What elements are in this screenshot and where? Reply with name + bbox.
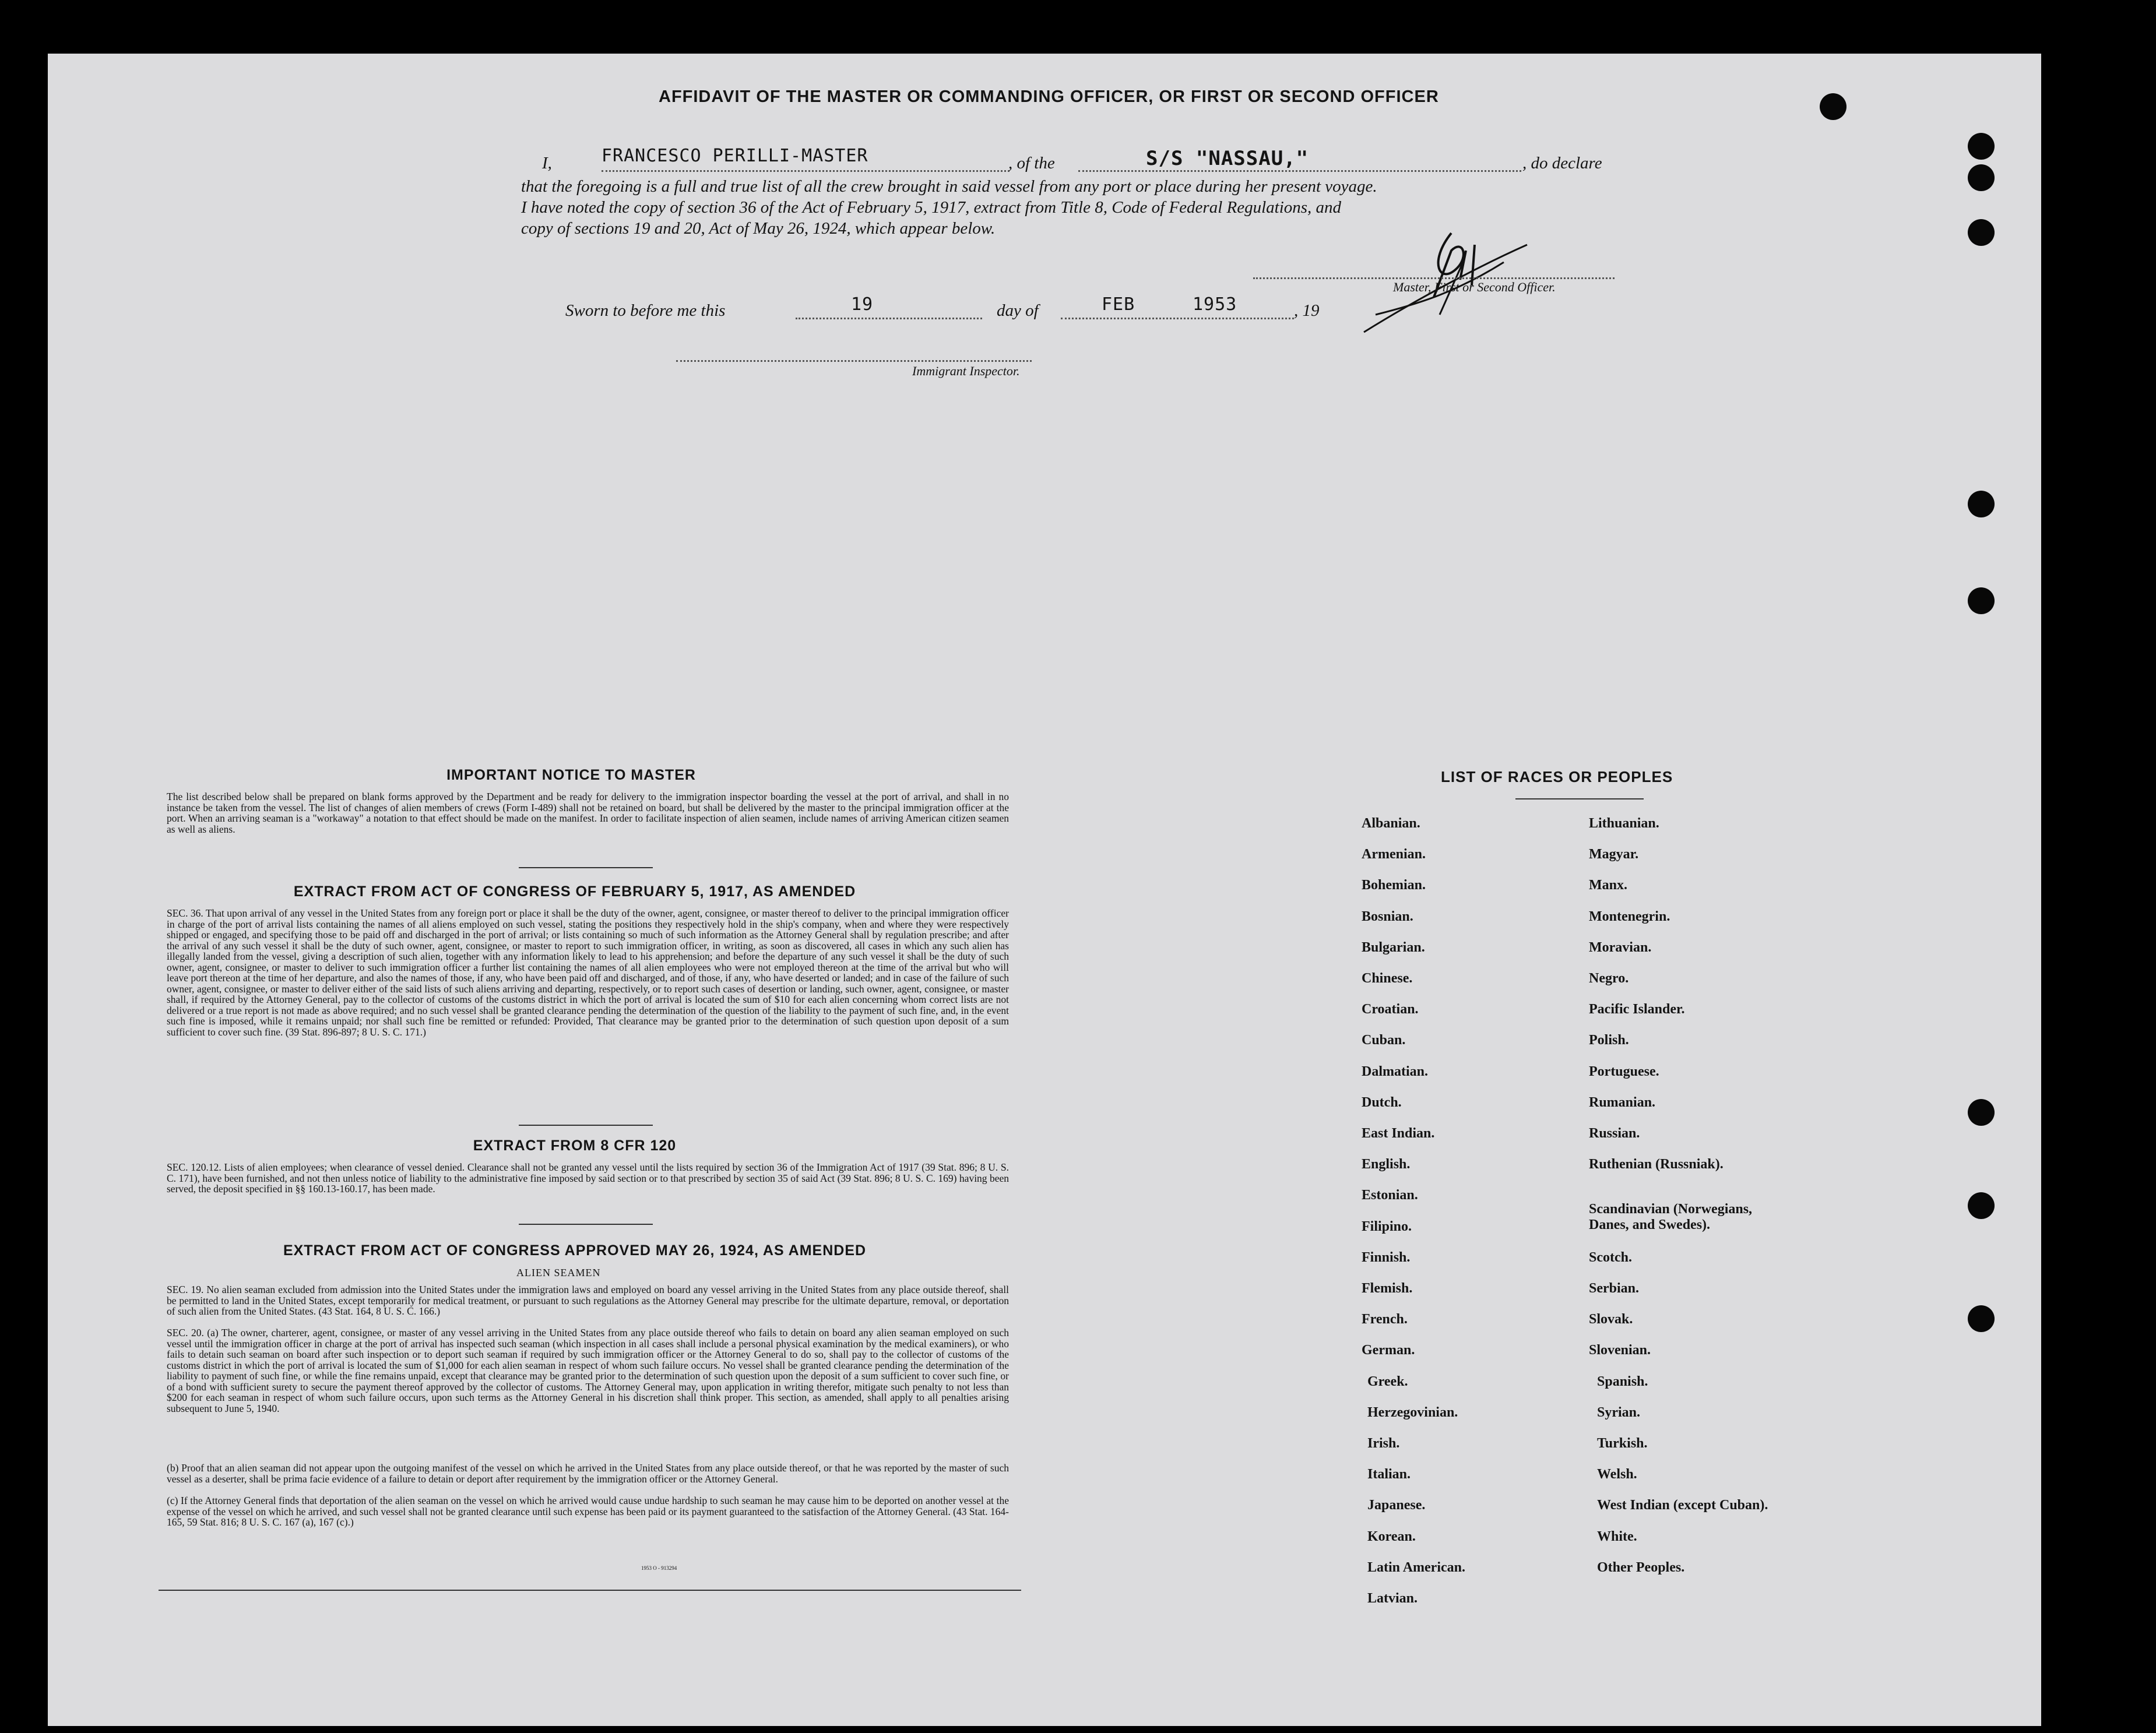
race-item: Portuguese. [1589,1063,1659,1079]
race-item: Bohemian. [1362,878,1426,893]
race-item: Turkish. [1597,1436,1648,1451]
race-item: Flemish. [1362,1281,1413,1296]
extract-1917-title: EXTRACT FROM ACT OF CONGRESS OF FEBRUARY 5, 1917, AS AMENDED [293,883,856,900]
punch-hole [1968,164,1995,191]
race-item: Manx. [1589,878,1627,893]
race-item: Bulgarian. [1362,939,1425,955]
race-item: Dutch. [1362,1094,1402,1110]
print-code: 1953 O - 913294 [641,1565,677,1571]
sworn-day: 19 [851,294,874,315]
race-item: Russian. [1589,1126,1640,1141]
notice-title: IMPORTANT NOTICE TO MASTER [446,767,696,783]
race-item: Welsh. [1597,1467,1637,1482]
race-item: French. [1362,1312,1408,1327]
race-item: West Indian (except Cuban). [1597,1498,1768,1513]
declaration-line-3: I have noted the copy of section 36 of the Act of February 5, 1917, extract from Title 8, Code of Federal Regulations, and [521,198,1342,217]
race-item: Spanish. [1597,1373,1648,1389]
race-item: Armenian. [1362,847,1426,862]
extract-1924-sec20c: (c) If the Attorney General finds that deportation of the alien seaman on the vessel on which he arrived would cause undue hardship to such seaman he may cause him to be deported on another vessel at the expense of the vessel on which he arrived, and such vessel shall not be granted clearance until such expense has been paid or its payment guaranteed to the satisfaction of the Attorney General. (43 Stat. 164-165, 59 Stat. 816; 8 U. S. C. 167 (a), 167 (c).) [167,1495,1009,1528]
race-item: Magyar. [1589,847,1639,862]
race-item: Chinese. [1362,971,1413,986]
race-item: Irish. [1367,1436,1400,1451]
race-item: German. [1362,1343,1415,1358]
race-item: Latin American. [1367,1559,1465,1575]
punch-hole [1968,1099,1995,1126]
signature-caption: Master, First or Second Officer. [1393,280,1556,294]
race-item: Italian. [1367,1467,1411,1482]
race-item: Pacific Islander. [1589,1002,1685,1017]
extract-1924-sec20a: SEC. 20. (a) The owner, charterer, agent, consignee, or master of any vessel arriving in the United States from any place outside thereof who fails to detain on board any alien seaman employed on such vessel until the immigration officer in charge at the port of arrival has inspected such seaman (which inspection in all cases shall include a personal physical examination by the medical examiners), or who fails to detain such seaman on board after such inspection or to deport such seaman if required by such immigration officer or the Attorney General to do so, shall pay to the collector of customs of the customs district in which the port of arrival is located the sum of $1,000 for each alien seaman in respect of whom such failure occurs. No vessel shall be granted clearance pending the determination of the liability to payment of such fine, or while the fine remains unpaid, except that clearance may be granted prior to the determination of such question upon the deposit of a sum sufficient to cover such fine, or of a bond with sufficient surety to secure the payment thereof approved by the collector of customs. The Attorney General may, upon application in writing therefor, mitigate such penalty to not less than $200 for each seaman in respect of whom such failure occurs, upon such terms as the Attorney General in his discretion shall think proper. This section, as amended, shall apply to all penalties arising subsequent to June 5, 1940. [167,1327,1009,1414]
race-item: Lithuanian. [1589,816,1659,831]
race-item: Cuban. [1362,1033,1406,1048]
race-item: Korean. [1367,1528,1416,1544]
do-declare-label: , do declare [1522,154,1602,172]
race-item: Albanian. [1362,816,1420,831]
punch-hole [1968,491,1995,517]
extract-cfr-title: EXTRACT FROM 8 CFR 120 [473,1137,677,1154]
race-item: Moravian. [1589,939,1652,955]
declarant-name: FRANCESCO PERILLI-MASTER [602,146,868,166]
punch-hole [1968,133,1995,160]
race-item: Slovenian. [1589,1343,1651,1358]
race-item: Croatian. [1362,1002,1419,1017]
race-item: East Indian. [1362,1126,1435,1141]
extract-1924-sec19: SEC. 19. No alien seaman excluded from admission into the United States under the immigration laws and employed on board any vessel arriving in the United States from any place outside thereof, shall be permitted to land in the United States, except temporarily for medical treatment, or pursuant to such regulations as the Attorney General may prescribe for the ultimate departure, removal, or deportation of such alien from the United States. (43 Stat. 164, 8 U. S. C. 166.) [167,1284,1009,1317]
race-item: Scandinavian (Norwegians, [1589,1202,1753,1217]
sworn-month: FEB [1102,294,1135,315]
extract-1917-body: SEC. 36. That upon arrival of any vessel in the United States from any foreign port or place it shall be the duty of the owner, agent, consignee, or master thereof to deliver to the principal immigration officer in charge of the port of arrival lists containing the names of all aliens employed on such vessel, stating the positions they respectively hold in the ship's company, when and where they were respectively shipped or engaged, and specifying those to be paid off and discharged in the port of arrival; or lists containing so much of such information as the Attorney General shall by regulation prescribe; and after the arrival of any such vessel it shall be the duty of such owner, agent, consignee, or master to report to such immigration officer, in writing, as soon as discovered, all cases in which any such alien has illegally landed from the vessel, giving a description of such alien, together with any information likely to lead to his apprehension; and before the departure of any such vessel it shall be the duty of such owner, agent, consignee, or master to deliver to such immigration officer a further list containing the names of all alien employees who were not employed thereon at the time of the arrival but who will leave port thereon at the time of her departure, and also the names of those, if any, who have been paid off and discharged, and of those, if any, who have deserted or landed; and in case of the failure of such owner, agent, consignee, or master to deliver either of the said lists of such aliens arriving and departing, respectively, or to report such cases of desertion or landing, such owner, agent, consignee, or master shall, if required by the Attorney General, pay to the collector of customs of the customs district in which the port of arrival is located the sum of $10 for each alien concerning whom correct lists are not delivered or a true report is not made as above required; and no such vessel shall be granted clearance pending the determination of the question of the liability to the payment of such fine, and, in the event such fine is imposed, while it remains unpaid; nor shall such fine be remitted or refunded: Provided, That clearance may be granted prior to the determination of such question upon deposit of a sum sufficient to cover such fine. (39 Stat. 896-897; 8 U. S. C. 171.) [167,907,1009,1038]
sworn-label: Sworn to before me this [565,301,726,320]
punch-hole [1968,1192,1995,1219]
race-item: Danes, and Swedes). [1589,1217,1711,1232]
punch-hole [1968,1305,1995,1332]
race-item: Ruthenian (Russniak). [1589,1157,1724,1172]
notice-body: The list described below shall be prepared on blank forms approved by the Department and be ready for delivery to the immigration inspector boarding the vessel at the port of arrival, and shall in no instance be taken from the vessel. The list of changes of alien members of crews (Form I-489) shall not be retained on board, but shall be delivered by the master to the principal immigration officer at the port. When an arriving seaman is a "workaway" a notation to that effect should be made on the manifest. In order to facilitate inspection of alien seamen, include names of arriving American citizen seamen as well as aliens. [167,791,1009,835]
punch-hole [1968,219,1995,246]
punch-hole [1820,93,1847,120]
affidavit-title: AFFIDAVIT OF THE MASTER OR COMMANDING OFFICER, OR FIRST OR SECOND OFFICER [659,87,1439,106]
of-the-label: , of the [1008,154,1055,172]
race-item: Japanese. [1367,1498,1426,1513]
race-item: White. [1597,1528,1637,1544]
race-item: Herzegovinian. [1367,1404,1458,1420]
race-item: Slovak. [1589,1312,1633,1327]
race-item: Rumanian. [1589,1094,1656,1110]
day-of-label: day of [997,301,1039,320]
year-prefix: , 19 [1294,301,1320,320]
race-item: Dalmatian. [1362,1063,1428,1079]
declaration-line-2: that the foregoing is a full and true list of all the crew brought in said vessel from any port or place during her present voyage. [521,177,1377,196]
race-item: Latvian. [1367,1591,1418,1606]
extract-1924-title: EXTRACT FROM ACT OF CONGRESS APPROVED MAY 26, 1924, AS AMENDED [283,1242,867,1259]
extract-1924-sec20b: (b) Proof that an alien seaman did not appear upon the outgoing manifest of the vessel on which he arrived in the United States from any place outside thereof, or that he was reported by the master of such vessel as a deserter, shall be prima facie evidence of a failure to detain or deport after requirement by the immigration officer or the Attorney General. [167,1462,1009,1485]
race-item: Filipino. [1362,1218,1412,1234]
race-item: Bosnian. [1362,908,1413,924]
race-item: Syrian. [1597,1404,1641,1420]
race-item: Estonian. [1362,1188,1418,1203]
races-title: LIST OF RACES OR PEOPLES [1441,768,1673,786]
sworn-year: 1953 [1193,294,1237,315]
race-item: Polish. [1589,1033,1629,1048]
master-signature [1341,216,1539,338]
race-item: Negro. [1589,971,1629,986]
punch-hole [1968,587,1995,614]
declaration-line-4: copy of sections 19 and 20, Act of May 26, 1924, which appear below. [521,219,996,238]
inspector-caption: Immigrant Inspector. [912,364,1020,378]
race-item: Finnish. [1362,1249,1411,1265]
race-item: Serbian. [1589,1281,1640,1296]
race-item: Other Peoples. [1597,1559,1685,1575]
vessel-name: S/S "NASSAU," [1146,147,1309,170]
race-item: Greek. [1367,1373,1408,1389]
race-item: Scotch. [1589,1249,1632,1265]
declaration-lead: I, [542,154,552,172]
race-item: English. [1362,1157,1411,1172]
race-item: Montenegrin. [1589,908,1670,924]
extract-1924-subtitle: ALIEN SEAMEN [516,1267,601,1278]
extract-cfr-body: SEC. 120.12. Lists of alien employees; when clearance of vessel denied. Clearance shall not be granted any vessel until the lists required by section 36 of the Immigration Act of 1917 (39 Stat. 896; 8 U. S. C. 171), have been furnished, and not then unless notice of liability to the administrative fine imposed by said section or to that prescribed by section 35 of said Act (39 Stat. 896; 8 U. S. C. 169) having been served, the deposit specified in §§ 160.13-160.17, has been made. [167,1161,1009,1195]
